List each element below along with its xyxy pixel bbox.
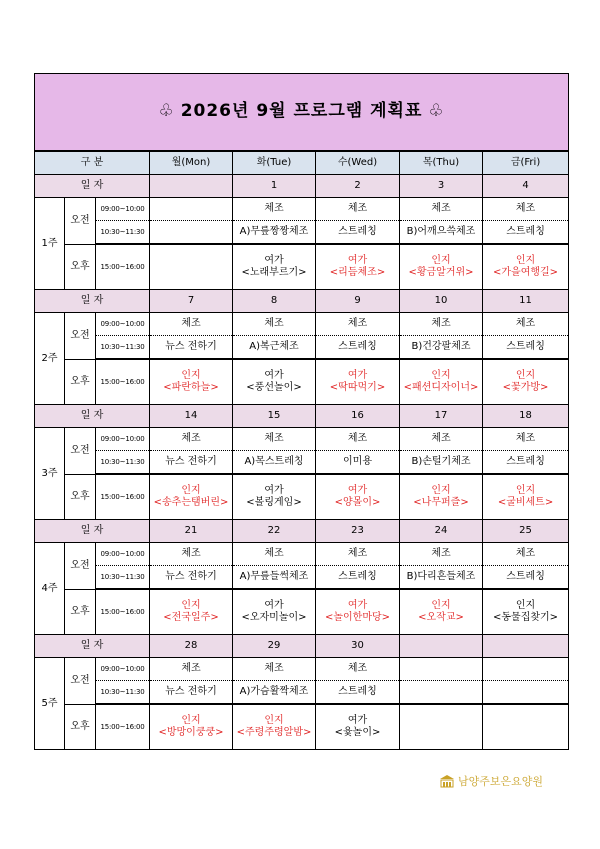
date-cell: 21 [150, 520, 233, 543]
activity-cell [400, 658, 483, 681]
period-pm: 오후 [65, 704, 96, 750]
title-cell [35, 74, 569, 152]
activity-title: <전국일주> [163, 612, 219, 623]
building-logo-icon [440, 775, 454, 788]
footer-organization [440, 773, 570, 789]
title-row [35, 74, 569, 152]
date-row [35, 405, 569, 428]
header-day-wed: 수(Wed) [316, 151, 400, 175]
activity-title: <오자미놀이> [241, 612, 307, 623]
activity-cell: 체조 [316, 543, 400, 566]
pm-activity-cell [150, 589, 233, 635]
pm-activity-cell [233, 589, 316, 635]
activity-cell: 체조 [483, 313, 569, 336]
header-day-mon: 월(Mon) [150, 151, 233, 175]
activity-category: 인지 [264, 715, 284, 726]
program-schedule-table [34, 73, 569, 750]
week-label: 2주 [35, 313, 65, 405]
activity-cell: B)어깨으쓱체조 [400, 221, 483, 245]
activity-cell: 뉴스 전하기 [150, 681, 233, 705]
activity-title: <윷놀이> [334, 727, 381, 738]
activity-category: 여가 [264, 485, 284, 496]
activity-cell: 체조 [150, 428, 233, 451]
am-row-second [35, 451, 569, 475]
pm-activity-cell [483, 589, 569, 635]
pm-activity-cell [400, 704, 483, 750]
date-row [35, 290, 569, 313]
activity-cell: 체조 [233, 313, 316, 336]
am-row-second [35, 336, 569, 360]
date-cell: 25 [483, 520, 569, 543]
period-pm: 오후 [65, 244, 96, 290]
activity-cell [150, 221, 233, 245]
pm-activity-cell [483, 359, 569, 405]
pm-row [35, 244, 569, 290]
activity-cell: 스트레칭 [483, 566, 569, 590]
activity-cell: 이미용 [316, 451, 400, 475]
activity-cell: 체조 [233, 428, 316, 451]
activity-category: 여가 [347, 485, 368, 496]
date-cell: 24 [400, 520, 483, 543]
period-am: 오전 [65, 543, 96, 590]
time-slot: 15:00~16:00 [96, 359, 150, 405]
date-row [35, 520, 569, 543]
pm-activity-cell [316, 704, 400, 750]
week-label: 4주 [35, 543, 65, 635]
date-cell: 1 [233, 175, 316, 198]
period-am: 오전 [65, 658, 96, 705]
time-slot: 10:30~11:30 [96, 681, 150, 705]
pm-activity-cell [233, 474, 316, 520]
activity-cell: 체조 [150, 313, 233, 336]
pm-activity-cell [400, 474, 483, 520]
activity-title: <동물집찾기> [493, 612, 559, 623]
activity-category: 인지 [515, 255, 536, 266]
activity-title: <리듬체조> [329, 267, 386, 278]
activity-category: 인지 [515, 485, 536, 496]
period-am: 오전 [65, 198, 96, 245]
page-title [152, 101, 450, 121]
activity-category: 인지 [181, 370, 201, 381]
week-label: 5주 [35, 658, 65, 750]
date-cell: 30 [316, 635, 400, 658]
period-am: 오전 [65, 313, 96, 360]
activity-category: 여가 [347, 600, 368, 611]
time-slot: 09:00~10:00 [96, 543, 150, 566]
date-cell [400, 635, 483, 658]
pm-activity-cell [316, 589, 400, 635]
activity-title: <나무퍼즐> [413, 497, 469, 508]
pm-activity-cell [483, 244, 569, 290]
time-slot: 09:00~10:00 [96, 198, 150, 221]
date-cell: 2 [316, 175, 400, 198]
pm-activity-cell [400, 244, 483, 290]
week-label: 1주 [35, 198, 65, 290]
date-cell: 29 [233, 635, 316, 658]
date-cell: 18 [483, 405, 569, 428]
title-text: 2026년 9월 프로그램 계획표 [180, 100, 423, 121]
activity-cell: A)무릎짱짱체조 [233, 221, 316, 245]
activity-cell: 체조 [316, 428, 400, 451]
header-gubun: 구 분 [35, 151, 150, 175]
activity-cell: 체조 [233, 658, 316, 681]
date-cell: 14 [150, 405, 233, 428]
date-cell: 7 [150, 290, 233, 313]
activity-category: 인지 [431, 600, 451, 611]
date-cell: 10 [400, 290, 483, 313]
activity-cell: 뉴스 전하기 [150, 451, 233, 475]
activity-category: 인지 [181, 600, 201, 611]
activity-cell [150, 198, 233, 221]
time-slot: 09:00~10:00 [96, 313, 150, 336]
header-day-tue: 화(Tue) [233, 151, 316, 175]
time-slot: 09:00~10:00 [96, 658, 150, 681]
club-right-icon: ♧ [428, 100, 445, 121]
date-cell: 16 [316, 405, 400, 428]
activity-title: <패션디자이너> [403, 382, 479, 393]
date-cell: 3 [400, 175, 483, 198]
date-cell: 8 [233, 290, 316, 313]
activity-cell [483, 658, 569, 681]
pm-activity-cell [233, 244, 316, 290]
activity-cell: 체조 [483, 428, 569, 451]
date-cell: 15 [233, 405, 316, 428]
activity-cell: 체조 [150, 658, 233, 681]
activity-title: <오작교> [418, 612, 464, 623]
activity-cell: 스트레칭 [483, 451, 569, 475]
time-slot: 10:30~11:30 [96, 221, 150, 245]
date-label: 일 자 [35, 405, 150, 428]
am-row-first [35, 428, 569, 451]
activity-cell: 체조 [483, 198, 569, 221]
am-row-second [35, 681, 569, 705]
activity-cell: A)목스트레칭 [233, 451, 316, 475]
date-label: 일 자 [35, 520, 150, 543]
week-label: 3주 [35, 428, 65, 520]
activity-title: <송추는탬버린> [153, 497, 229, 508]
am-row-first [35, 543, 569, 566]
date-cell [483, 635, 569, 658]
pm-activity-cell [400, 589, 483, 635]
activity-category: 여가 [347, 370, 368, 381]
activity-cell: 스트레칭 [316, 221, 400, 245]
date-cell: 28 [150, 635, 233, 658]
activity-title: <풍선놀이> [246, 382, 302, 393]
pm-row [35, 704, 569, 750]
activity-cell: B)다리흔들체조 [400, 566, 483, 590]
time-slot: 15:00~16:00 [96, 244, 150, 290]
header-day-thu: 목(Thu) [400, 151, 483, 175]
activity-title: <딱따먹기> [329, 382, 386, 393]
activity-cell: 체조 [400, 543, 483, 566]
pm-row [35, 474, 569, 520]
activity-category: 인지 [181, 715, 201, 726]
pm-activity-cell [150, 474, 233, 520]
activity-category: 인지 [181, 485, 201, 496]
header-row [35, 151, 569, 175]
activity-title: <볼링게임> [246, 497, 302, 508]
activity-category: 인지 [431, 255, 451, 266]
date-cell: 11 [483, 290, 569, 313]
pm-activity-cell [316, 244, 400, 290]
date-cell: 9 [316, 290, 400, 313]
am-row-first [35, 198, 569, 221]
activity-title: <파란하늘> [163, 382, 219, 393]
pm-row [35, 589, 569, 635]
activity-title: <방망이쿵쿵> [158, 727, 224, 738]
footer-org-name: 남양주보은요양원 [458, 775, 544, 788]
date-cell: 23 [316, 520, 400, 543]
time-slot: 09:00~10:00 [96, 428, 150, 451]
date-cell: 4 [483, 175, 569, 198]
activity-title: <놀이한마당> [324, 612, 391, 623]
activity-cell: 체조 [233, 198, 316, 221]
activity-cell: 체조 [400, 198, 483, 221]
activity-cell: 체조 [400, 428, 483, 451]
activity-title: <황금알거위> [408, 267, 474, 278]
period-am: 오전 [65, 428, 96, 475]
pm-activity-cell [483, 704, 569, 750]
activity-title: <가을여행길> [493, 267, 559, 278]
activity-cell [483, 681, 569, 705]
time-slot: 15:00~16:00 [96, 704, 150, 750]
activity-cell: A)무릎들썩체조 [233, 566, 316, 590]
activity-cell [400, 681, 483, 705]
date-cell [150, 175, 233, 198]
date-row [35, 635, 569, 658]
activity-cell: 스트레칭 [483, 221, 569, 245]
activity-cell: 체조 [400, 313, 483, 336]
activity-cell: 뉴스 전하기 [150, 336, 233, 360]
date-row [35, 175, 569, 198]
period-pm: 오후 [65, 474, 96, 520]
time-slot: 15:00~16:00 [96, 589, 150, 635]
pm-activity-cell [316, 474, 400, 520]
activity-category: 여가 [347, 715, 368, 726]
activity-cell: A)가슴활짝체조 [233, 681, 316, 705]
activity-cell: 체조 [150, 543, 233, 566]
activity-cell: 스트레칭 [316, 336, 400, 360]
time-slot: 10:30~11:30 [96, 566, 150, 590]
activity-cell: 체조 [483, 543, 569, 566]
activity-cell: A)복근체조 [233, 336, 316, 360]
activity-cell: 스트레칭 [483, 336, 569, 360]
activity-category: 인지 [431, 485, 451, 496]
activity-title: <굴비세트> [497, 497, 554, 508]
activity-cell: 체조 [316, 198, 400, 221]
activity-category: 인지 [515, 600, 536, 611]
time-slot: 10:30~11:30 [96, 451, 150, 475]
pm-activity-cell [316, 359, 400, 405]
header-day-fri: 금(Fri) [483, 151, 569, 175]
activity-title: <꽃가방> [502, 382, 549, 393]
pm-activity-cell [150, 704, 233, 750]
activity-category: 여가 [264, 255, 284, 266]
am-row-second [35, 221, 569, 245]
pm-activity-cell [233, 359, 316, 405]
pm-activity-cell [483, 474, 569, 520]
activity-category: 여가 [347, 255, 368, 266]
am-row-second [35, 566, 569, 590]
activity-category: 여가 [264, 600, 284, 611]
activity-cell: 뉴스 전하기 [150, 566, 233, 590]
pm-activity-cell [150, 359, 233, 405]
pm-activity-cell [400, 359, 483, 405]
time-slot: 10:30~11:30 [96, 336, 150, 360]
pm-activity-cell [150, 244, 233, 290]
activity-category: 인지 [431, 370, 451, 381]
activity-category: 여가 [264, 370, 284, 381]
period-pm: 오후 [65, 359, 96, 405]
am-row-first [35, 658, 569, 681]
time-slot: 15:00~16:00 [96, 474, 150, 520]
activity-title: <양몰이> [334, 497, 381, 508]
activity-cell: B)손털기체조 [400, 451, 483, 475]
activity-cell: 스트레칭 [316, 681, 400, 705]
am-row-first [35, 313, 569, 336]
activity-cell: 체조 [316, 658, 400, 681]
activity-cell: 체조 [316, 313, 400, 336]
activity-cell: 스트레칭 [316, 566, 400, 590]
pm-activity-cell [233, 704, 316, 750]
activity-title: <노래부르기> [241, 267, 307, 278]
date-label: 일 자 [35, 635, 150, 658]
date-label: 일 자 [35, 175, 150, 198]
date-cell: 17 [400, 405, 483, 428]
date-label: 일 자 [35, 290, 150, 313]
date-cell: 22 [233, 520, 316, 543]
period-pm: 오후 [65, 589, 96, 635]
activity-cell: 체조 [233, 543, 316, 566]
activity-category: 인지 [515, 370, 536, 381]
pm-row [35, 359, 569, 405]
activity-cell: B)건강팔체조 [400, 336, 483, 360]
club-left-icon: ♧ [158, 100, 175, 121]
activity-title: <주령주령알밤> [236, 727, 312, 738]
